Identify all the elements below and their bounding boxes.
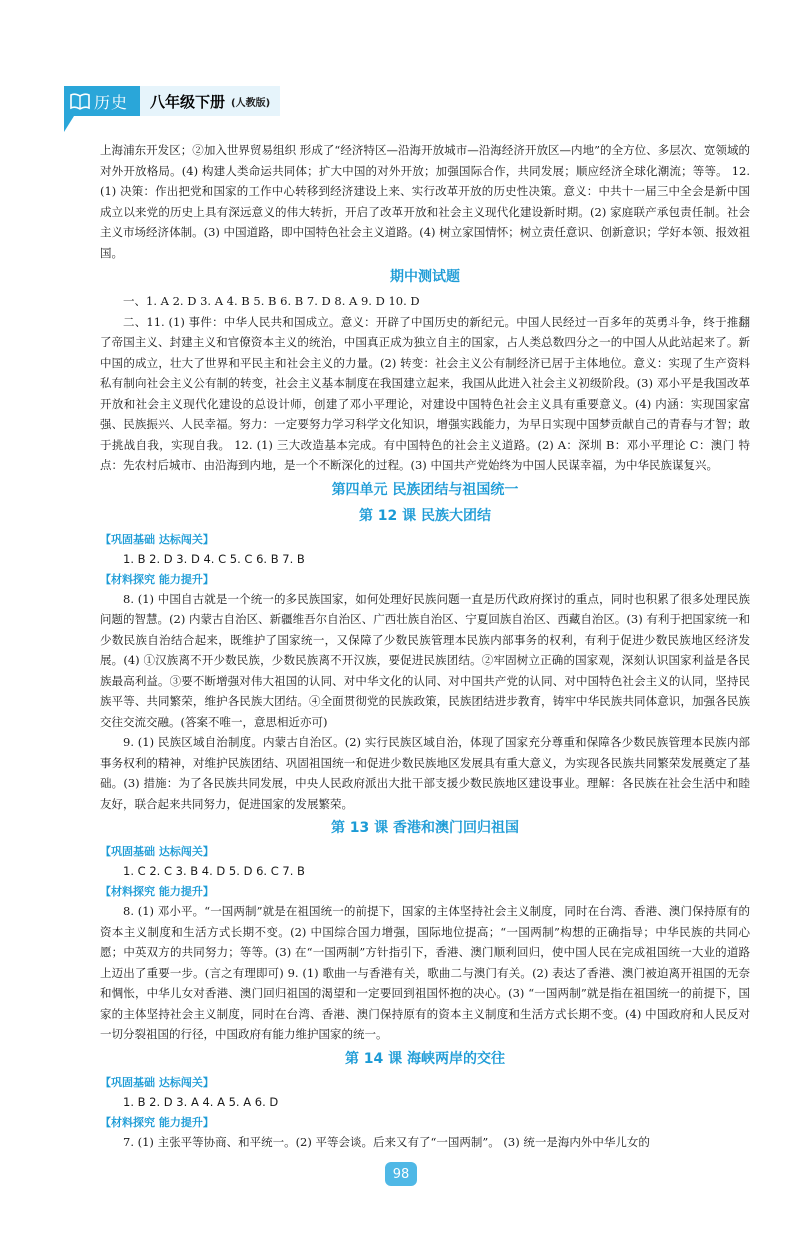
lesson13-explore-tag: 【材料探究 能力提升】 <box>100 885 214 898</box>
lesson14-basic-tag: 【巩固基础 达标闯关】 <box>100 1075 214 1089</box>
lesson14-title: 第 14 课 海峡两岸的交往 <box>344 1050 506 1067</box>
edition-label: (人教版) <box>231 97 271 109</box>
lesson12-q8: 8. (1) 中国自古就是一个统一的多民族国家，如何处理好民族问题一直是历代政府探讨的重点，同时也积累了很多处理民族问题的智慧。(2) 内蒙古自治区、新疆维吾尔自治区、广西壮族自治区、宁夏回族自治区、西藏自治区。(3) 有利于把国家统一和少数民族自治结合起来，既维护了国家统一，又保障了少数民族管理本民族内部事务的权利，有利于促进少数民族地区经济发展。(4) ①汉族离不开少数民族，少数民族离不开汉族，要促进民族团结。②牢固树立正确的国家观，深刻认识国家利益是各民族最高利益。③要不断增强对伟大祖国的认同、对中华文化的认同、对中国共产党的认同、对中国特色社会主义的认同，坚持民族平等、共同繁荣，维护各民族大团结。④全面贯彻党的民族政策，民族团结进步教育，铸牢中华民族共同体意识，加强各民族交往交流交融。(答案不唯一，意思相近亦可) <box>100 591 750 729</box>
page-number: 98 <box>392 1166 410 1182</box>
grade-badge <box>140 86 280 116</box>
lesson14-choice-answers: 1. B 2. D 3. A 4. A 5. A 6. D <box>123 1094 279 1109</box>
subject-badge <box>64 86 140 116</box>
paragraph-continued: 上海浦东开发区；②加入世界贸易组织 形成了“经济特区—沿海开放城市—沿海经济开放区—内地”的全方位、多层次、宽领域的对外开放格局。(4) 构建人类命运共同体；扩大中国的对外开放；加强国际合作，共同发展；顺应经济全球化潮流；等等。 12. (1) 决策：作出把党和国家的工作中心转移到经济建设上来、实行改革开放的历史性决策。意义：中共十一届三中全会是新中国成立以来党的历史上具有深远意义的伟大转折，开启了改革开放和社会主义现代化建设新时期。(2) 家庭联产承包责任制。社会主义市场经济体制。(3) 中国道路，即中国特色社会主义道路。(4) 树立家国情怀；树立责任意识、创新意识；学好本领、报效祖国。 <box>100 143 750 260</box>
lesson14-text: 7. (1) 主张平等协商、和平统一。(2) 平等会谈。后来又有了“一国两制”。 (3) 统一是海内外中华儿女的 <box>123 1134 650 1149</box>
midterm-text-answers: 二、11. (1) 事件：中华人民共和国成立。意义：开辟了中国历史的新纪元。中国人民经过一百多年的英勇斗争，终于推翻了帝国主义、封建主义和官僚资本主义的统治，中国真正成为独立自主的国家，占人类总数四分之一的中国人从此站起来了。新中国的成立，壮大了世界和平民主和社会主义的力量。(2) 转变：社会主义公有制经济已居于主体地位。意义：实现了生产资料私有制向社会主义公有制的转变，社会主义基本制度在我国建立起来，我国从此进入社会主义初级阶段。(3) 邓小平是我国改革开放和社会主义现代化建设的总设计师，创建了邓小平理论，对建设中国特色社会主义具有重要意义。(4) 内涵：实现国家富强、民族振兴、人民幸福。努力：一定要努力学习科学文化知识，增强实践能力，为早日实现中国梦贡献自己的青春与才智；敢于挑战自我，实现自我。 12. (1) 三大改造基本完成。有中国特色的社会主义道路。(2) A：深圳 B：邓小平理论 C：澳门 特点：先农村后城市、由沿海到内地，是一个不断深化的过程。(3) 中国共产党始终为中国人民谋幸福，为中华民族谋复兴。 <box>100 314 750 472</box>
midterm-choice-answers: 一、1. A 2. D 3. A 4. B 5. B 6. B 7. D 8. A 9. D 10. D <box>123 294 420 308</box>
lesson13-text: 8. (1) 邓小平。“一国两制”就是在祖国统一的前提下，国家的主体坚持社会主义制度，同时在台湾、香港、澳门保持原有的资本主义制度和生活方式长期不变。(2) 中国综合国力增强，国际地位提高；“一国两制”构想的正确指导；中华民族的共同心愿；中英双方的共同努力；等等。(3) 在“一国两制”方针指引下，香港、澳门顺利回归，使中国人民在完成祖国统一大业的道路上迈出了重要一步。(言之有理即可) 9. (1) 歌曲一与香港有关，歌曲二与澳门有关。(2) 表达了香港、澳门被迫离开祖国的无奈和惆怅，中华儿女对香港、澳门回归祖国的渴望和一定要回到祖国怀抱的决心。(3) “一国两制”就是指在祖国统一的前提下，国家的主体坚持社会主义制度，同时在台湾、香港、澳门保持原有的资本主义制度和生活方式长期不变。(4) 中国政府和人民反对一切分裂祖国的行径，中国政府有能力维护国家的统一。 <box>100 904 750 1041</box>
lesson12-title: 第 12 课 民族大团结 <box>358 507 492 524</box>
grade-label: 八年级下册 <box>150 92 226 111</box>
lesson12-choice-answers: 1. B 2. D 3. D 4. C 5. C 6. B 7. B <box>123 551 305 566</box>
lesson12-explore-tag: 【材料探究 能力提升】 <box>100 572 214 586</box>
midterm-title: 期中测试题 <box>390 269 460 285</box>
lesson13-basic-tag: 【巩固基础 达标闯关】 <box>100 845 214 858</box>
unit4-title: 第四单元 民族团结与祖国统一 <box>331 481 519 498</box>
lesson12-basic-tag: 【巩固基础 达标闯关】 <box>100 532 214 546</box>
answer-content <box>100 140 750 1152</box>
header-strip <box>64 86 324 116</box>
header-band <box>0 0 800 150</box>
lesson14-explore-tag: 【材料探究 能力提升】 <box>100 1115 214 1129</box>
lesson13-choice-answers: 1. C 2. C 3. B 4. D 5. D 6. C 7. B <box>123 864 305 878</box>
page-number-badge <box>385 1162 417 1186</box>
lesson13-title: 第 13 课 香港和澳门回归祖国 <box>330 820 520 836</box>
book-icon <box>70 92 90 110</box>
subject-label: 历史 <box>94 92 129 112</box>
lesson12-q9: 9. (1) 民族区域自治制度。内蒙古自治区。(2) 实行民族区域自治，体现了国家充分尊重和保障各少数民族管理本民族内部事务权利的精神，对维护民族团结、巩固祖国统一和促进少数民族地区发展具有重大意义，为实现各民族共同繁荣发展奠定了基础。(3) 措施：为了各民族共同发展，中央人民政府派出大批干部支援少数民族地区建设事业。理解：各民族在社会生活中和睦友好，联合起来共同努力，促进国家的发展繁荣。 <box>100 735 750 811</box>
